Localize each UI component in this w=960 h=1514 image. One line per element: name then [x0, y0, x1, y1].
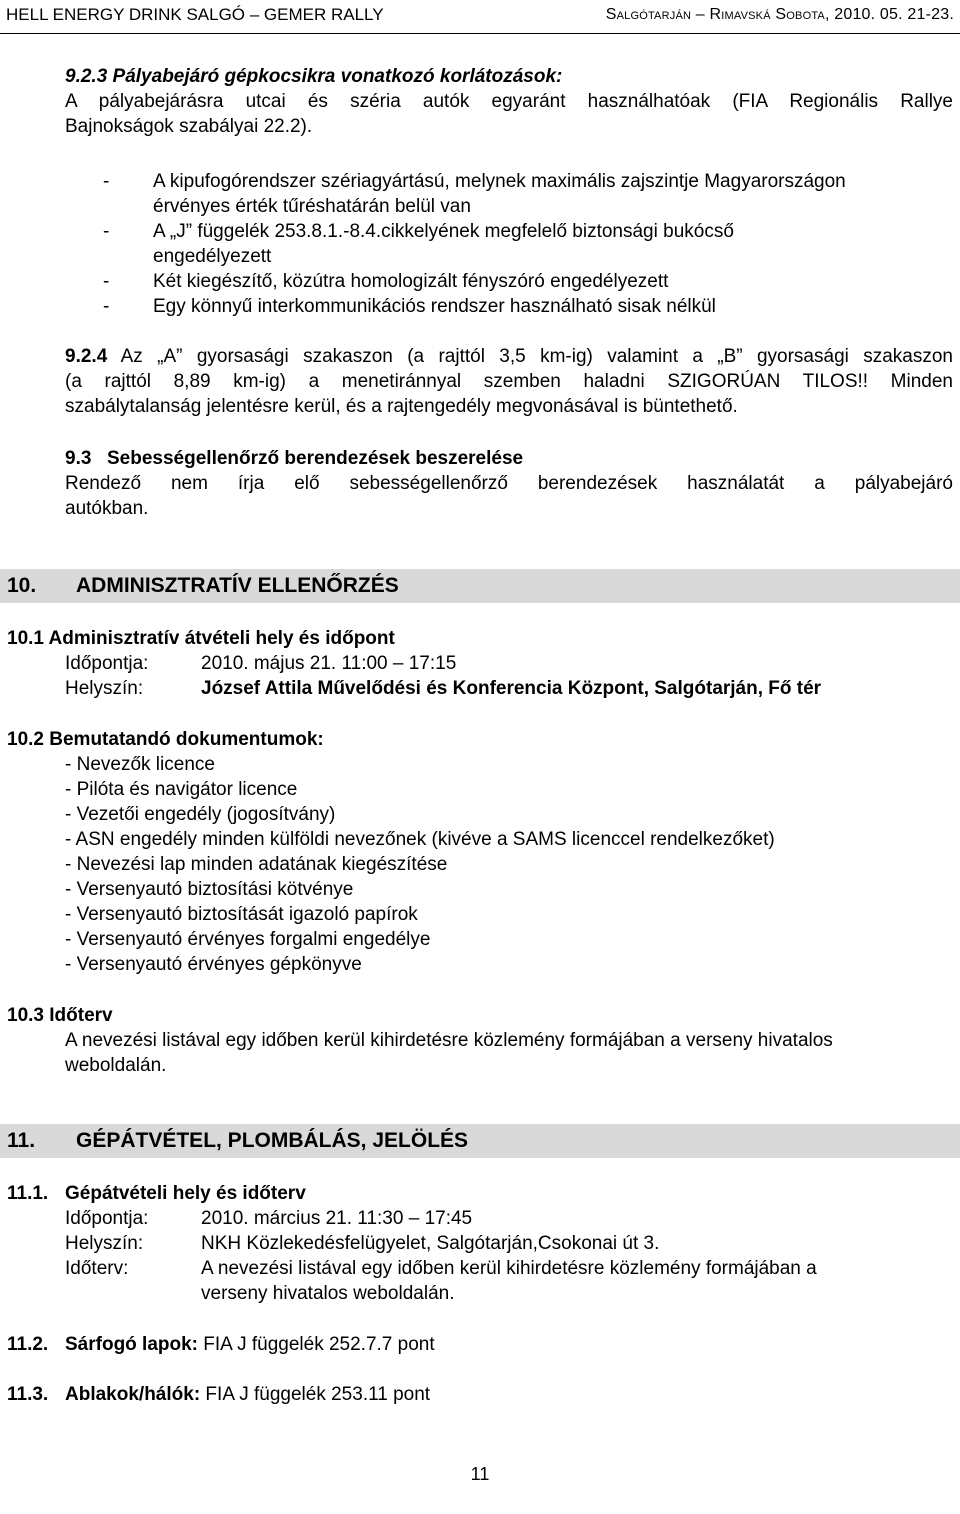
section-10-2-title: 10.2 Bemutatandó dokumentumok:	[7, 729, 324, 750]
section-10-3-text	[7, 1028, 953, 1078]
page-number: 11	[470, 1464, 490, 1484]
header-event-title: HELL ENERGY DRINK SALGÓ – GEMER RALLY	[6, 5, 384, 24]
section-11-3-label: Ablakok/hálók:	[65, 1384, 201, 1405]
document-list	[7, 752, 953, 977]
section-9-3-line2: autókban.	[65, 498, 149, 519]
section-9-2-4	[65, 344, 953, 419]
list-item: - Pilóta és navigátor licence	[65, 779, 298, 800]
list-item	[65, 269, 953, 294]
section-9-2-4-line3: szabálytalanság jelentésre kerül, és a rajtengedély megvonásával is büntethető.	[65, 396, 738, 417]
schedule-value-line1: A nevezési listával egy időben kerül kihirdetésre közlemény formájában a	[201, 1258, 817, 1279]
section-11-number: 11.	[7, 1129, 36, 1152]
section-9-3-title: Sebességellenőrző berendezések beszerelése	[107, 448, 524, 469]
section-9-2-3	[65, 64, 953, 139]
list-item-line: A „J” függelék 253.8.1.-8.4.cikkelyének megfelelő biztonsági bukócső	[153, 221, 734, 242]
list-item-line: érvényes érték tűréshatárán belül van	[153, 196, 471, 217]
list-item: - Versenyautó érvényes gépkönyve	[65, 954, 362, 975]
section-11-1-title: Gépátvételi hely és időterv	[65, 1183, 306, 1204]
list-item	[65, 294, 953, 319]
list-item: - Versenyautó biztosítását igazoló papírok	[65, 904, 418, 925]
section-11-banner	[0, 1124, 960, 1158]
date-label: Időpontja:	[65, 1208, 149, 1229]
list-item: - Versenyautó biztosítási kötvénye	[65, 879, 354, 900]
section-11-1-heading	[7, 1181, 953, 1206]
section-11-2	[7, 1332, 953, 1357]
schedule-label: Időterv:	[65, 1258, 129, 1279]
section-11-3	[7, 1382, 953, 1407]
section-9-2-4-line1	[65, 344, 953, 369]
section-11-2-label: Sárfogó lapok:	[65, 1334, 199, 1355]
section-9-3-line1: Rendező nem írja elő sebességellenőrző berendezések használatát a pályabejáró	[65, 473, 953, 494]
place-value: NKH Közlekedésfelügyelet, Salgótarján,Csokonai út 3.	[201, 1233, 660, 1254]
list-dash: -	[103, 296, 110, 317]
date-label: Időpontja:	[65, 653, 149, 674]
section-9-3-heading	[65, 446, 953, 471]
section-9-3	[65, 446, 953, 521]
list-item: - ASN engedély minden külföldi nevezőnek (kivéve a SAMS licenccel rendelkezőket)	[65, 829, 775, 850]
header-location-date: Salgótarján – Rimavská Sobota, 2010. 05. 21-23.	[605, 6, 954, 23]
section-11-1	[7, 1181, 953, 1306]
schedule-value-line2: verseny hivatalos weboldalán.	[201, 1283, 455, 1304]
section-9-2-4-text: Az „A” gyorsasági szakaszon (a rajttól 3,5 km-ig) valamint a „B” gyorsasági szakaszon	[107, 346, 953, 367]
section-11-2-text: FIA J függelék 252.7.7 pont	[198, 1334, 435, 1355]
section-10-1-place-row	[7, 676, 953, 701]
section-9-2-3-list	[65, 169, 953, 319]
section-10-3-title: 10.3 Időterv	[7, 1005, 113, 1026]
list-item: - Vezetői engedély (jogosítvány)	[65, 804, 336, 825]
section-10-title: ADMINISZTRATÍV ELLENŐRZÉS	[76, 574, 399, 597]
section-10-banner	[0, 569, 960, 603]
section-11-1-place-row	[7, 1231, 953, 1256]
section-9-2-3-line2: Bajnokságok szabályai 22.2).	[65, 116, 313, 137]
place-label: Helyszín:	[65, 1233, 144, 1254]
page-header	[0, 0, 960, 34]
section-10-3	[7, 1003, 953, 1078]
section-9-2-3-title: 9.2.3 Pályabejáró gépkocsikra vonatkozó korlátozások:	[65, 66, 563, 87]
list-item-line: Egy könnyű interkommunikációs rendszer használható sisak nélkül	[153, 296, 716, 317]
list-item: - Nevezési lap minden adatának kiegészítése	[65, 854, 448, 875]
place-value: József Attila Művelődési és Konferencia Központ, Salgótarján, Fő tér	[201, 678, 822, 699]
section-11-3-number: 11.3.	[7, 1384, 49, 1405]
section-11-1-date-row	[7, 1206, 953, 1231]
list-dash: -	[103, 171, 110, 192]
list-item-line: A kipufogórendszer szériagyártású, melynek maximális zajszintje Magyarországon	[153, 171, 846, 192]
section-10-1	[7, 626, 953, 701]
place-label: Helyszín:	[65, 678, 144, 699]
section-10-2	[7, 727, 953, 977]
list-item-line: Két kiegészítő, közútra homologizált fényszóró engedélyezett	[153, 271, 669, 292]
section-11-2-number: 11.2.	[7, 1334, 49, 1355]
list-item	[65, 219, 953, 269]
section-9-3-number: 9.3	[65, 448, 92, 469]
list-dash: -	[103, 221, 110, 242]
list-item	[65, 169, 953, 219]
list-item: - Nevezők licence	[65, 754, 215, 775]
date-value: 2010. május 21. 11:00 – 17:15	[201, 653, 457, 674]
section-10-3-line1: A nevezési listával egy időben kerül kihirdetésre közlemény formájában a verseny hivatalos	[65, 1030, 833, 1051]
section-10-3-line2: weboldalán.	[65, 1055, 167, 1076]
list-item: - Versenyautó érvényes forgalmi engedélye	[65, 929, 431, 950]
section-10-1-date-row	[7, 651, 953, 676]
section-9-2-4-number: 9.2.4	[65, 346, 108, 367]
section-11-3-text: FIA J függelék 253.11 pont	[200, 1384, 431, 1405]
section-11-title: GÉPÁTVÉTEL, PLOMBÁLÁS, JELÖLÉS	[76, 1129, 469, 1152]
section-9-2-3-line1: A pályabejárásra utcai és széria autók egyaránt használhatóak (FIA Regionális Rallye	[65, 91, 953, 112]
section-9-2-4-line2: (a rajttól 8,89 km-ig) a menetiránnyal szemben haladni SZIGORÚAN TILOS!! Minden	[65, 371, 953, 392]
section-10-number: 10.	[7, 574, 37, 597]
section-11-1-number: 11.1.	[7, 1183, 49, 1204]
list-dash: -	[103, 271, 110, 292]
list-item-line: engedélyezett	[153, 246, 272, 267]
section-11-1-schedule-row	[7, 1256, 953, 1306]
date-value: 2010. március 21. 11:30 – 17:45	[201, 1208, 473, 1229]
section-10-1-title: 10.1 Adminisztratív átvételi hely és időpont	[7, 628, 395, 649]
